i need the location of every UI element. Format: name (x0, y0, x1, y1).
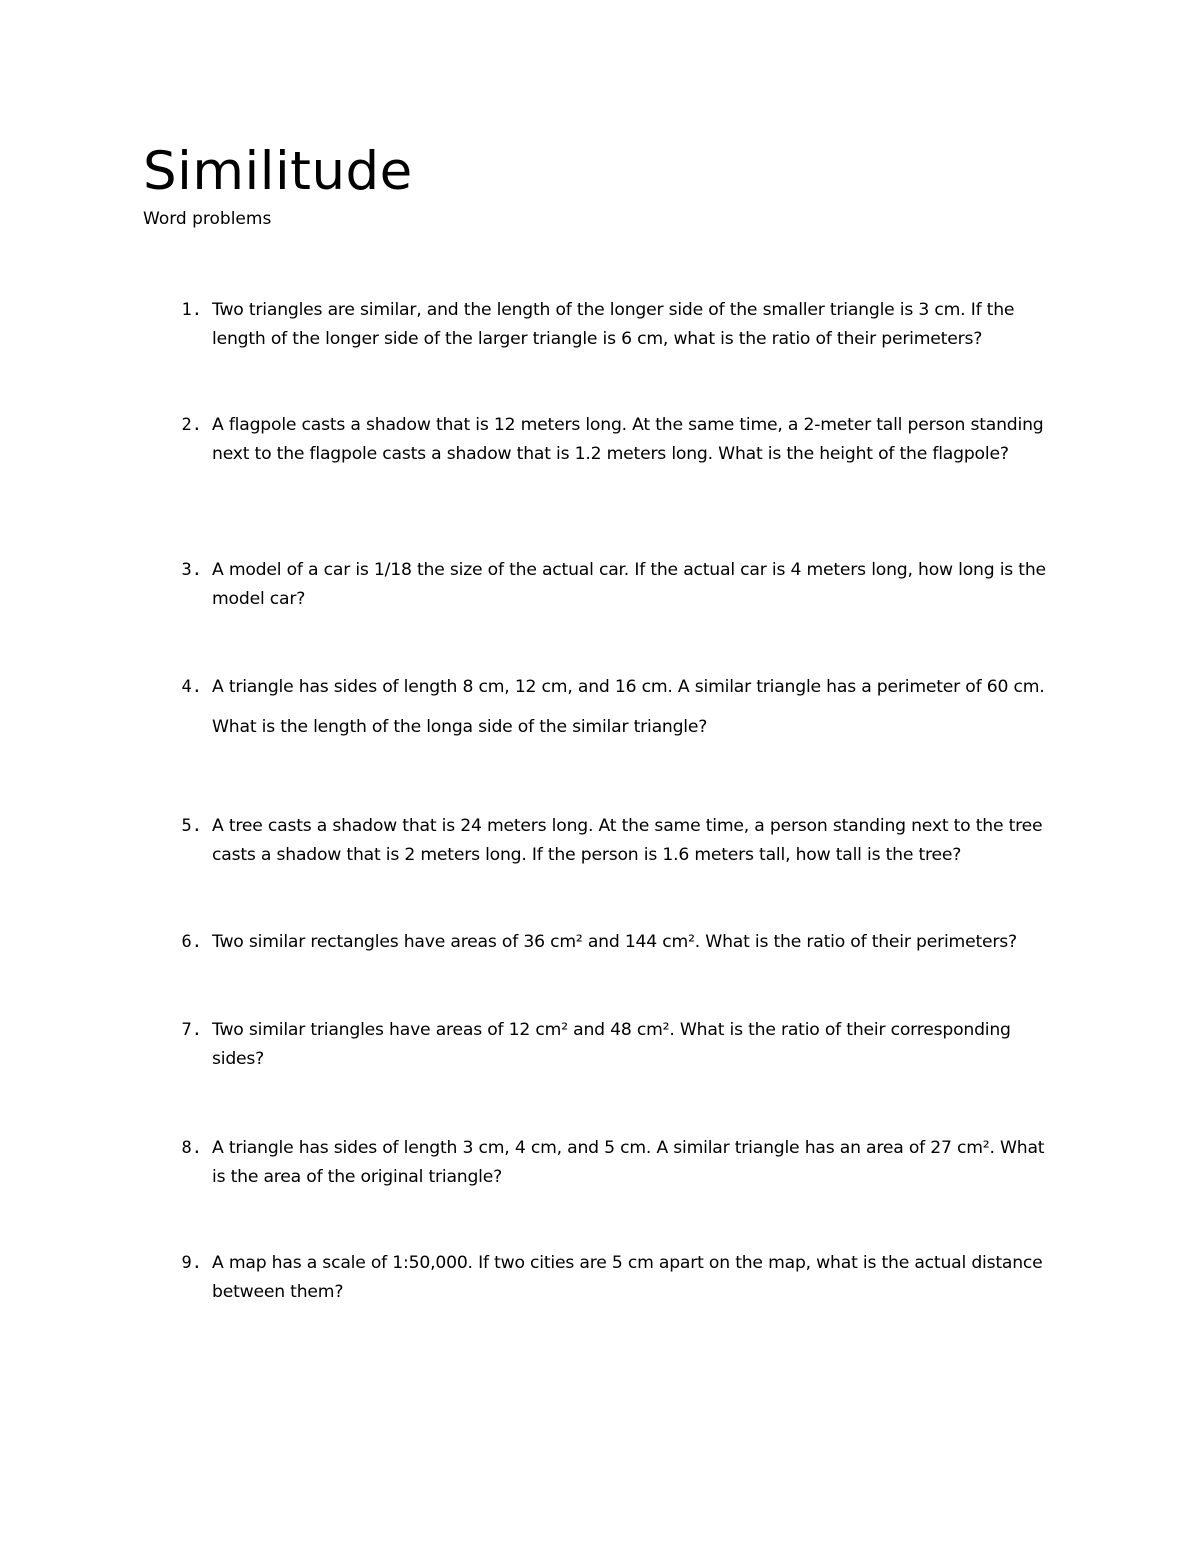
problem-number: 8. (181, 1138, 202, 1158)
problem-text: A map has a scale of 1:50,000. If two cities are 5 cm apart on the map, what is the actual distance between them? (212, 1253, 1043, 1302)
problem-text: Two similar triangles have areas of 12 cm² and 48 cm². What is the ratio of their corresponding sides? (212, 1020, 1011, 1069)
problem-number: 1. (181, 300, 202, 320)
document-title: Similitude (143, 141, 413, 202)
problem-number: 6. (181, 932, 202, 952)
problem-number: 9. (181, 1253, 202, 1273)
problem-text: A flagpole casts a shadow that is 12 meters long. At the same time, a 2-meter tall person standing next to the flagpole casts a shadow that is 1.2 meters long. What is the height of the flagpole? (212, 415, 1044, 464)
problem-text: A tree casts a shadow that is 24 meters long. At the same time, a person standing next to the tree casts a shadow that is 2 meters long. If the person is 1.6 meters tall, how tall is the tree? (212, 816, 1043, 865)
problem-number: 2. (181, 415, 202, 435)
problem-number: 4. (181, 677, 202, 697)
problem-text: A triangle has sides of length 8 cm, 12 cm, and 16 cm. A similar triangle has a perimeter of 60 cm. What is the length of the longa side of the similar triangle? (212, 677, 1045, 737)
problem-number: 7. (181, 1020, 202, 1040)
problem-text: A model of a car is 1/18 the size of the actual car. If the actual car is 4 meters long, how long is the model car? (212, 560, 1046, 609)
document-subtitle: Word problems (143, 209, 272, 229)
problem-number: 3. (181, 560, 202, 580)
problem-number: 5. (181, 816, 202, 836)
problem-text: A triangle has sides of length 3 cm, 4 cm, and 5 cm. A similar triangle has an area of 27 cm². What is the area of the original triangle? (212, 1138, 1045, 1187)
problem-text: Two similar rectangles have areas of 36 cm² and 144 cm². What is the ratio of their perimeters? (212, 932, 1017, 952)
problem-text: Two triangles are similar, and the length of the longer side of the smaller triangle is 3 cm. If the length of the longer side of the larger triangle is 6 cm, what is the ratio of their perimeters? (212, 300, 1015, 349)
